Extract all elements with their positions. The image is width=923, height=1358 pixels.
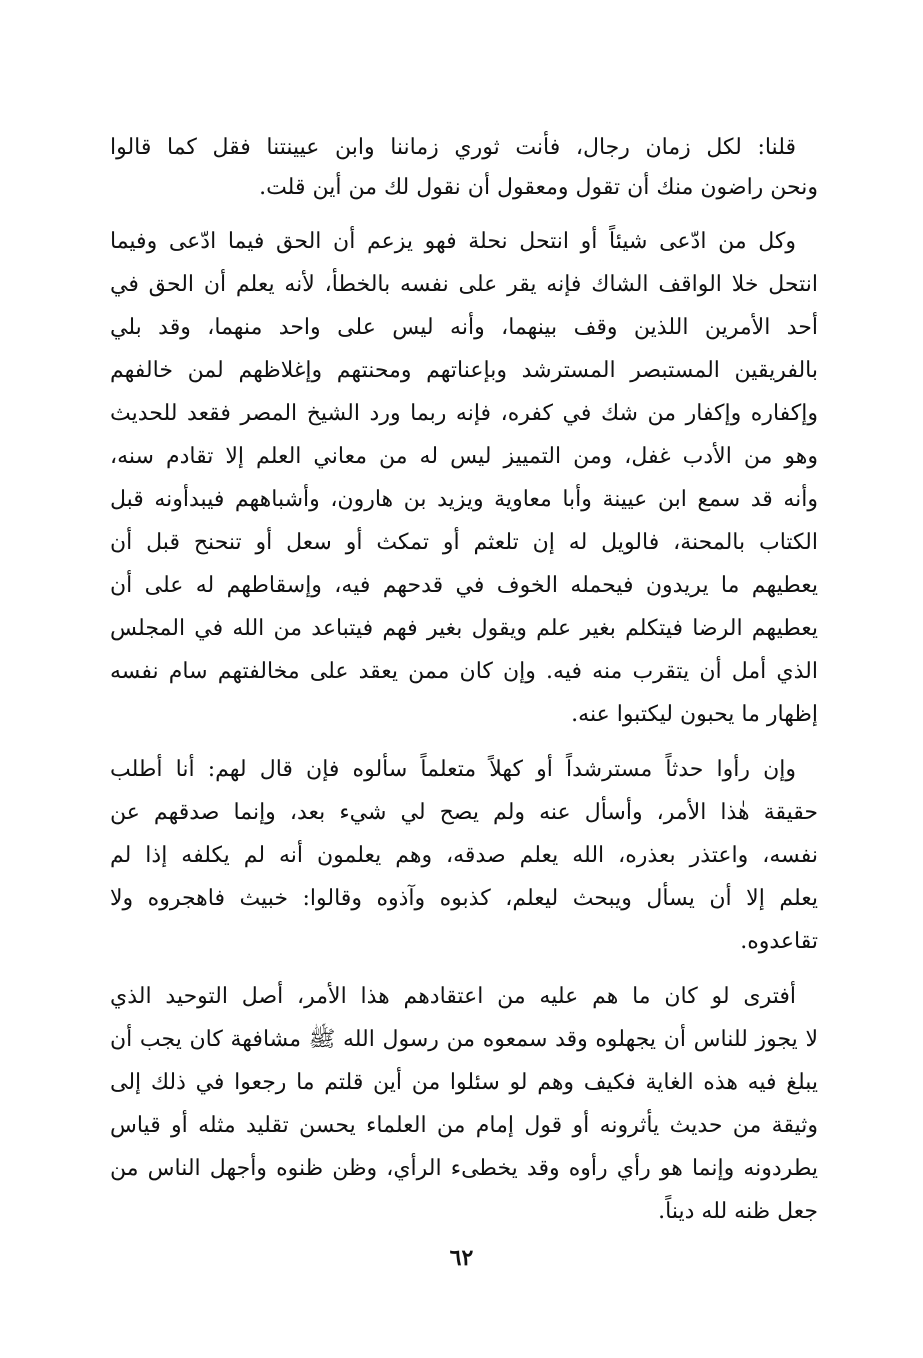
text-line: يعطيهم ما يريدون فيحمله الخوف في قدحهم فيه، وإسقاطهم له على أن xyxy=(110,573,818,598)
text-line: نفسه، واعتذر بعذره، الله يعلم صدقه، وهم يعلمون أنه لم يكلفه إذا لم xyxy=(110,843,818,868)
text-line: وإن رأوا حدثاً مسترشداً أو كهلاً متعلماً سألوه فإن قال لهم: أنا أطلب xyxy=(110,757,796,782)
text-line: انتحل خلا الواقف الشاك فإنه يقر على نفسه بالخطأ، لأنه يعلم أن الحق في xyxy=(110,272,818,297)
text-line: حقيقة هٰذا الأمر، وأسأل عنه ولم يصح لي شيء بعد، وإنما صدقهم عن xyxy=(110,800,818,825)
text-line: وأنه قد سمع ابن عيينة وأبا معاوية ويزيد بن هارون، وأشباههم فيبدأونه قبل xyxy=(110,487,818,512)
page-number: ٦٢ xyxy=(449,1245,474,1271)
text-line: يبلغ فيه هذه الغاية فكيف وهم لو سئلوا من أين قلتم ما رجعوا في ذلك إلى xyxy=(110,1070,818,1095)
text-line: وكل من ادّعى شيئاً أو انتحل نحلة فهو يزعم أن الحق فيما ادّعى وفيما xyxy=(110,229,796,254)
text-line: الذي أمل أن يتقرب منه فيه. وإن كان ممن يعقد على مخالفتهم سام نفسه xyxy=(110,659,818,684)
text-line: إظهار ما يحبون ليكتبوا عنه. xyxy=(571,702,818,727)
text-line: تقاعدوه. xyxy=(740,929,818,954)
text-line: أحد الأمرين اللذين وقف بينهما، وأنه ليس على واحد منهما، وقد بلي xyxy=(110,315,818,340)
text-line: وإكفاره وإكفار من شك في كفره، فإنه ربما ورد الشيخ المصر فقعد للحديث xyxy=(110,401,818,426)
text-line: لا يجوز للناس أن يجهلوه وقد سمعوه من رسول الله ﷺ مشافهة كان يجب أن xyxy=(110,1027,818,1052)
text-line: يعطيهم الرضا فيتكلم بغير علم ويقول بغير فهم فيتباعد من الله في المجلس xyxy=(110,616,818,641)
text-line: جعل ظنه لله ديناً. xyxy=(658,1199,818,1224)
text-line: الكتاب بالمحنة، فالويل له إن تلعثم أو تمكث أو سعل أو تنحنح قبل أن xyxy=(110,530,818,555)
text-line: قلنا: لكل زمان رجال، فأنت ثوري زماننا وابن عيينتنا فقل كما قالوا xyxy=(110,135,796,160)
text-line: يطردونه وإنما هو رأي رأوه وقد يخطىء الرأي، وظن ظنوه وأجهل الناس من xyxy=(110,1156,818,1181)
text-line: ونحن راضون منك أن تقول ومعقول أن نقول لك من أين قلت. xyxy=(259,175,818,200)
body-text xyxy=(110,0,818,1358)
text-line: أفترى لو كان ما هم عليه من اعتقادهم هذا الأمر، أصل التوحيد الذي xyxy=(110,984,796,1009)
text-line: وهو من الأدب غفل، ومن التمييز ليس له من معاني العلم إلا تقادم سنه، xyxy=(110,444,818,469)
text-line: بالفريقين المستبصر المسترشد وبإعناتهم ومحنتهم وإغلاظهم لمن خالفهم xyxy=(110,358,818,383)
text-line: يعلم إلا أن يسأل ويبحث ليعلم، كذبوه وآذوه وقالوا: خبيث فاهجروه ولا xyxy=(110,886,818,911)
text-line: وثيقة من حديث يأثرونه أو قول إمام من العلماء يحسن تقليد مثله أو قياس xyxy=(110,1113,818,1138)
